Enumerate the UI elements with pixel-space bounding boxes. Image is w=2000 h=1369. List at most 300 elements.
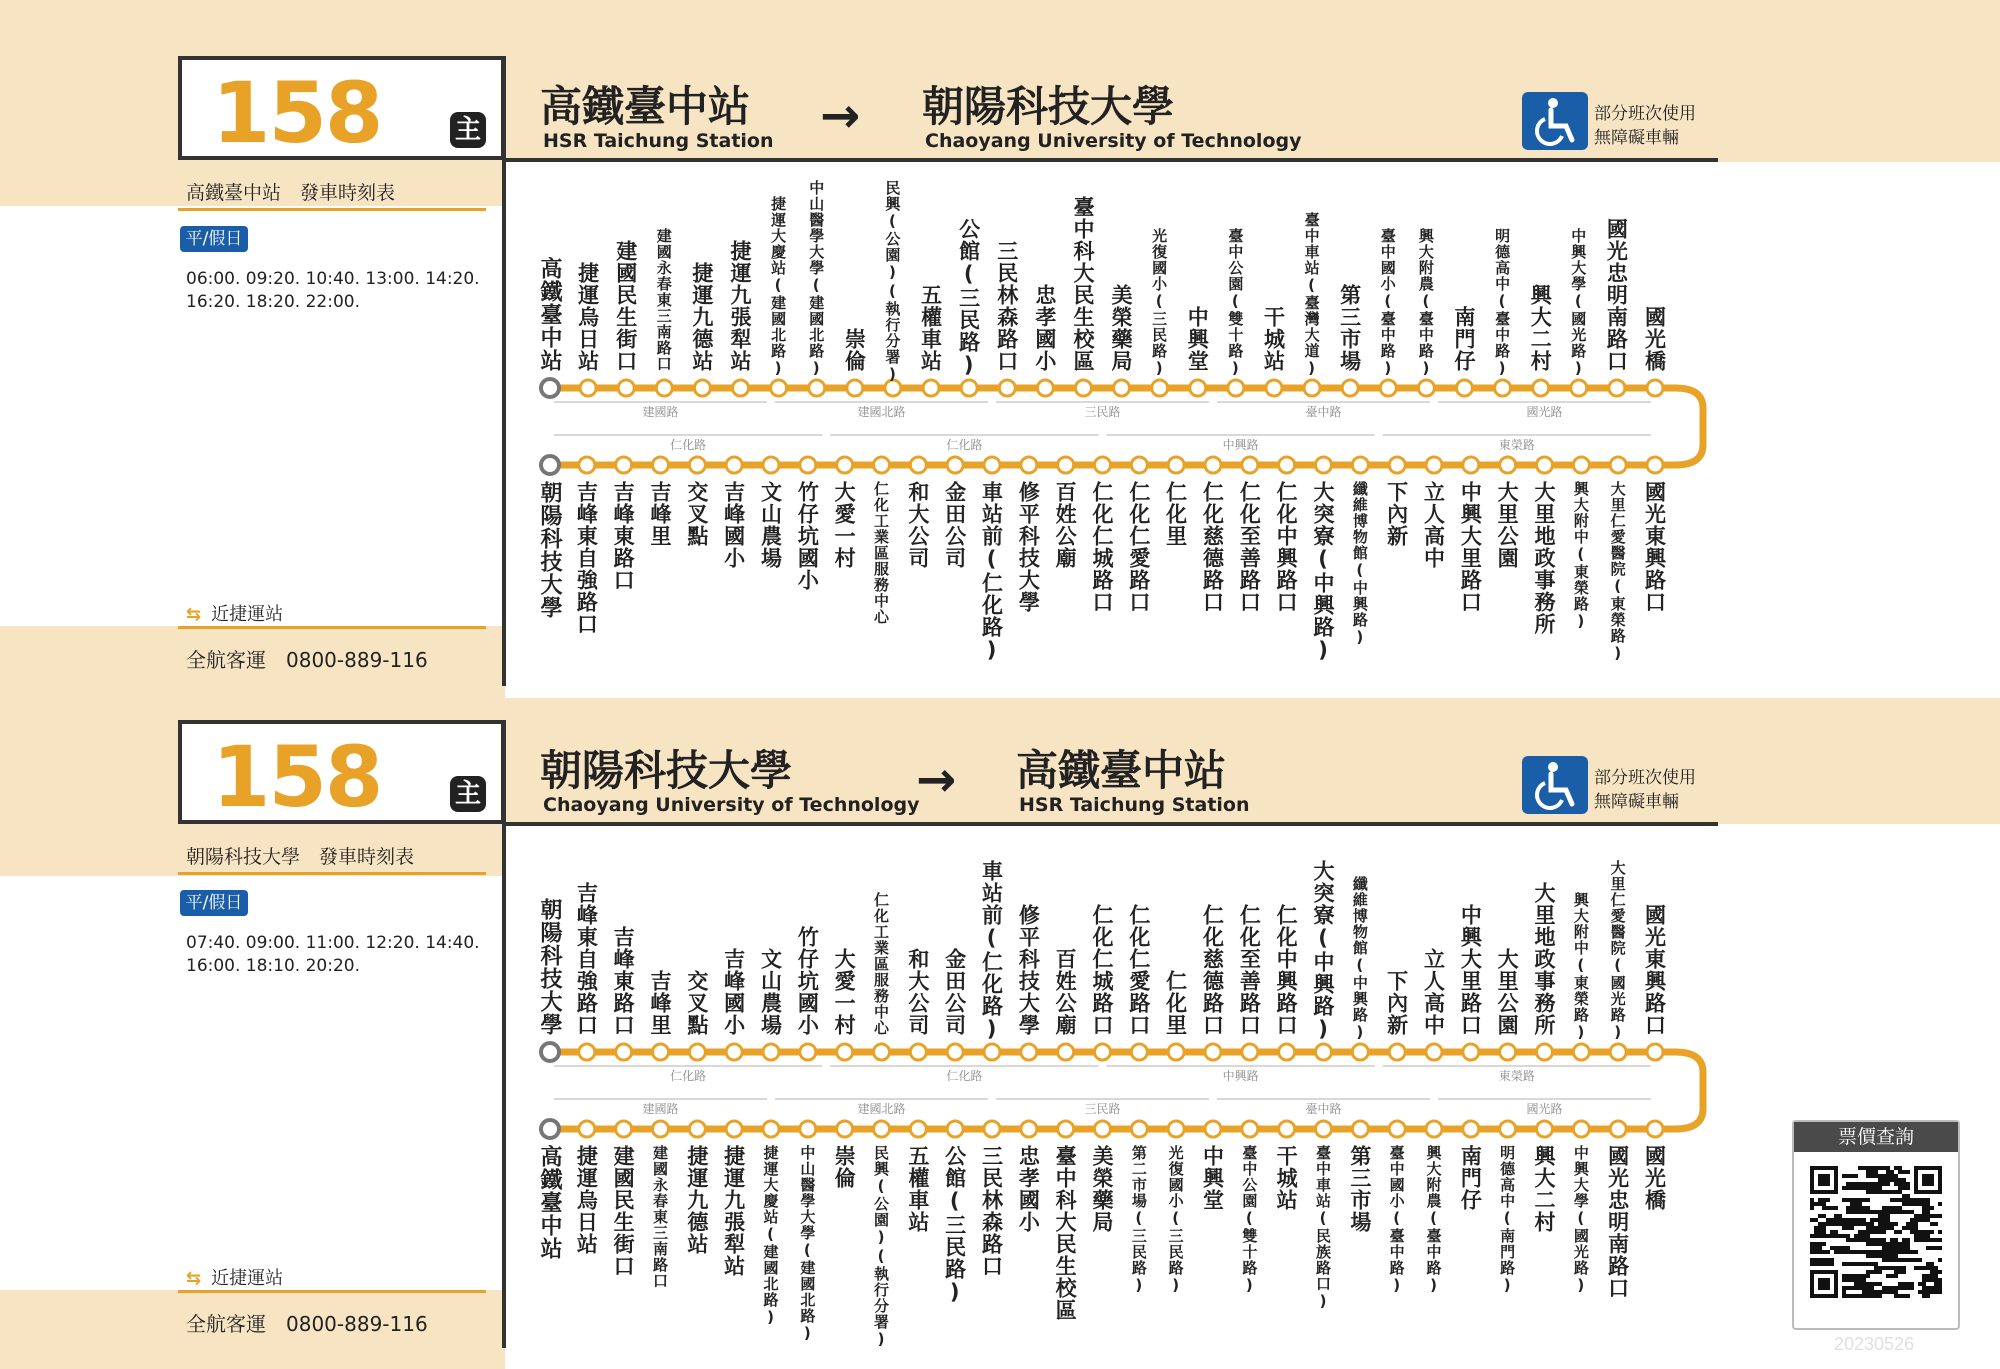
stop-marker[interactable] — [616, 457, 632, 473]
stop-marker[interactable] — [1495, 380, 1511, 396]
stop-label[interactable]: 臺中車站(民族路口) — [1314, 1145, 1332, 1311]
stop-marker[interactable] — [874, 1121, 890, 1137]
stop-marker[interactable] — [689, 457, 705, 473]
stop-label[interactable]: 第三市場 — [1347, 1145, 1372, 1233]
stop-label[interactable]: 明德高中(南門路) — [1498, 1145, 1517, 1295]
stop-marker[interactable] — [763, 1121, 779, 1137]
stop-label[interactable]: 中興堂 — [1185, 306, 1210, 372]
stop-label[interactable]: 纖維博物館(中興路) — [1350, 876, 1369, 1042]
stop-marker[interactable] — [800, 457, 816, 473]
stop-marker[interactable] — [1058, 1121, 1074, 1137]
stop-marker[interactable] — [616, 1044, 632, 1060]
qr-module — [1898, 1258, 1902, 1262]
stop-label[interactable]: 仁化里 — [1163, 481, 1188, 547]
stop-label[interactable]: 仁化至善路口 — [1237, 904, 1262, 1036]
stop-label[interactable]: 大里公園 — [1495, 948, 1520, 1036]
stop-label[interactable]: 南門仔 — [1458, 1145, 1483, 1211]
stop-label[interactable]: 公館(三民路) — [942, 1145, 967, 1305]
stop-label[interactable]: 臺中公園(雙十路) — [1226, 228, 1245, 378]
stop-label[interactable]: 臺中科大民生校區 — [1053, 1145, 1078, 1321]
stop-label[interactable]: 和大公司 — [905, 948, 930, 1036]
stop-label[interactable]: 高鐵臺中站 — [537, 1145, 562, 1260]
stop-label[interactable]: 忠孝國小 — [1032, 284, 1057, 372]
qr-module — [1874, 1218, 1878, 1222]
qr-module — [1866, 1282, 1870, 1286]
qr-module — [1866, 1222, 1870, 1226]
stop-label[interactable]: 國光橋 — [1642, 306, 1667, 372]
stop-marker[interactable] — [1205, 457, 1221, 473]
stop-label[interactable]: 臺中國小(臺中路) — [1387, 1145, 1406, 1295]
stop-marker[interactable] — [689, 1121, 705, 1137]
stop-marker[interactable] — [1021, 457, 1037, 473]
road-label: 中興路 — [1222, 1069, 1259, 1083]
qr-module — [1882, 1254, 1886, 1258]
stop-marker[interactable] — [1610, 457, 1626, 473]
stop-label[interactable]: 第二市場(三民路) — [1129, 1145, 1148, 1295]
qr-module — [1906, 1222, 1910, 1226]
stop-label[interactable]: 建國民生街口 — [613, 240, 638, 372]
qr-module — [1902, 1170, 1906, 1174]
stop-label[interactable]: 立人高中 — [1421, 948, 1446, 1036]
stop-label[interactable]: 仁化至善路口 — [1237, 481, 1262, 613]
stop-marker[interactable] — [1537, 1121, 1553, 1137]
stop-marker[interactable] — [541, 456, 559, 474]
stop-label[interactable]: 吉峰東路口 — [611, 481, 636, 591]
stop-marker[interactable] — [984, 1121, 1000, 1137]
fare-qr-card[interactable] — [1792, 1120, 1960, 1330]
stop-marker[interactable] — [1352, 1044, 1368, 1060]
stop-marker[interactable] — [1095, 1121, 1111, 1137]
stop-label[interactable]: 崇倫 — [842, 328, 867, 372]
qr-module — [1854, 1222, 1858, 1226]
stop-marker[interactable] — [1279, 1121, 1295, 1137]
stop-label[interactable]: 中山醫學大學(建國北路) — [798, 1145, 817, 1343]
qr-module — [1842, 1198, 1846, 1202]
stop-marker[interactable] — [1021, 1121, 1037, 1137]
stop-marker[interactable] — [653, 1044, 669, 1060]
stop-marker[interactable] — [541, 379, 559, 397]
stop-marker[interactable] — [1190, 380, 1206, 396]
qr-module — [1846, 1278, 1850, 1282]
stop-label[interactable]: 金田公司 — [942, 481, 967, 569]
stop-marker[interactable] — [1463, 457, 1479, 473]
stop-marker[interactable] — [1037, 380, 1053, 396]
stop-label[interactable]: 仁化工業區服務中心 — [872, 892, 890, 1036]
stop-label[interactable]: 大里仁愛醫院(國光路) — [1608, 860, 1627, 1042]
stop-marker[interactable] — [961, 380, 977, 396]
qr-module — [1902, 1202, 1906, 1206]
stop-label[interactable]: 三民林森路口 — [994, 240, 1019, 372]
qr-module — [1878, 1166, 1882, 1170]
stop-label[interactable]: 臺中科大民生校區 — [1070, 196, 1095, 372]
qr-module — [1866, 1274, 1870, 1278]
qr-module — [1822, 1234, 1826, 1238]
stop-label[interactable]: 五權車站 — [918, 284, 943, 372]
stop-marker[interactable] — [1242, 1044, 1258, 1060]
stop-marker[interactable] — [1205, 1044, 1221, 1060]
stop-marker[interactable] — [847, 380, 863, 396]
stop-label[interactable]: 臺中公園(雙十路) — [1240, 1145, 1259, 1295]
qr-module — [1854, 1286, 1858, 1290]
stop-marker[interactable] — [1342, 380, 1358, 396]
stop-label[interactable]: 大突寮(中興路) — [1311, 481, 1335, 663]
stop-label[interactable]: 纖維博物館(中興路) — [1350, 481, 1369, 647]
stop-marker[interactable] — [947, 1121, 963, 1137]
stop-label[interactable]: 朝陽科技大學 — [537, 481, 562, 619]
stop-marker[interactable] — [656, 380, 672, 396]
stop-label[interactable]: 文山農場 — [758, 948, 783, 1036]
stop-marker[interactable] — [999, 380, 1015, 396]
stop-marker[interactable] — [1242, 1121, 1258, 1137]
stop-marker[interactable] — [579, 1121, 595, 1137]
stop-label[interactable]: 吉峰里 — [648, 970, 672, 1036]
stop-marker[interactable] — [616, 1121, 632, 1137]
stop-marker[interactable] — [1095, 457, 1111, 473]
stop-marker[interactable] — [1316, 457, 1332, 473]
stop-label[interactable]: 朝陽科技大學 — [537, 898, 562, 1036]
qr-module — [1850, 1262, 1854, 1266]
stop-label[interactable]: 美榮藥局 — [1109, 284, 1134, 372]
stop-label[interactable]: 下內新 — [1384, 970, 1409, 1036]
road-label: 仁化路 — [670, 1069, 707, 1083]
stop-marker[interactable] — [1168, 1121, 1184, 1137]
stop-marker[interactable] — [1610, 1044, 1626, 1060]
qr-module — [1858, 1218, 1862, 1222]
stop-label[interactable]: 大里公園 — [1495, 481, 1520, 569]
stop-label[interactable]: 建國永春東三南路口 — [654, 228, 673, 372]
stop-label[interactable]: 南門仔 — [1451, 306, 1476, 372]
stop-marker[interactable] — [1500, 1121, 1516, 1137]
qr-module — [1894, 1174, 1898, 1178]
stop-label[interactable]: 仁化仁城路口 — [1090, 904, 1114, 1036]
stop-label[interactable]: 建國民生街口 — [611, 1145, 636, 1277]
stop-marker[interactable] — [1316, 1121, 1332, 1137]
stop-label[interactable]: 大突寮(中興路) — [1311, 860, 1335, 1042]
qr-module — [1914, 1258, 1918, 1262]
stop-label[interactable]: 捷運烏日站 — [575, 262, 600, 372]
stop-marker[interactable] — [1609, 380, 1625, 396]
stop-label[interactable]: 公館(三民路) — [956, 218, 981, 378]
stop-marker[interactable] — [837, 1121, 853, 1137]
stop-marker[interactable] — [1266, 380, 1282, 396]
stop-label[interactable]: 國光橋 — [1642, 1145, 1667, 1211]
stop-label[interactable]: 金田公司 — [942, 948, 967, 1036]
qr-module — [1862, 1286, 1866, 1290]
qr-module — [1870, 1294, 1874, 1298]
stop-marker[interactable] — [1352, 1121, 1368, 1137]
stop-label[interactable]: 興大二村 — [1528, 284, 1553, 372]
qr-module — [1878, 1266, 1882, 1270]
road-label: 建國路 — [642, 1102, 679, 1116]
stop-marker[interactable] — [1205, 1121, 1221, 1137]
stop-marker[interactable] — [579, 1044, 595, 1060]
stop-marker[interactable] — [1647, 1044, 1663, 1060]
stop-marker[interactable] — [910, 1121, 926, 1137]
stop-label[interactable]: 光復國小(三民路) — [1166, 1145, 1185, 1295]
stop-label[interactable]: 捷運九德站 — [684, 1145, 709, 1255]
stop-marker[interactable] — [910, 1044, 926, 1060]
stop-marker[interactable] — [1571, 380, 1587, 396]
stop-marker[interactable] — [800, 1044, 816, 1060]
stop-label[interactable]: 捷運九張犁站 — [721, 1145, 746, 1277]
qr-module — [1850, 1202, 1854, 1206]
road-label: 國光路 — [1526, 1102, 1563, 1116]
stop-marker[interactable] — [1610, 1121, 1626, 1137]
stop-marker[interactable] — [1647, 380, 1663, 396]
stop-label[interactable]: 下內新 — [1384, 481, 1409, 547]
qr-module — [1822, 1198, 1826, 1202]
stop-marker[interactable] — [1131, 1121, 1147, 1137]
stop-label[interactable]: 吉峰國小 — [721, 948, 746, 1036]
stop-marker[interactable] — [1456, 380, 1472, 396]
stop-marker[interactable] — [1075, 380, 1091, 396]
stop-marker[interactable] — [733, 380, 749, 396]
stop-marker[interactable] — [1537, 1044, 1553, 1060]
stop-marker[interactable] — [874, 1044, 890, 1060]
stop-marker[interactable] — [1242, 457, 1258, 473]
stop-label[interactable]: 中興大學(國光路) — [1569, 228, 1588, 378]
stop-marker[interactable] — [923, 380, 939, 396]
stop-marker[interactable] — [1647, 457, 1663, 473]
stop-label[interactable]: 吉峰國小 — [721, 481, 746, 569]
stop-marker[interactable] — [1168, 1044, 1184, 1060]
qr-module — [1926, 1238, 1930, 1242]
stop-marker[interactable] — [763, 1044, 779, 1060]
stop-label[interactable]: 興大附農(臺中路) — [1416, 228, 1435, 378]
stop-label[interactable]: 仁化仁愛路口 — [1126, 904, 1151, 1036]
stop-marker[interactable] — [1426, 1044, 1442, 1060]
stop-label[interactable]: 修平科技大學 — [1016, 481, 1041, 613]
stop-label[interactable]: 大里地政事務所 — [1532, 481, 1556, 635]
stop-marker[interactable] — [1426, 457, 1442, 473]
qr-module — [1894, 1238, 1898, 1242]
stop-label[interactable]: 第三市場 — [1337, 284, 1362, 372]
stop-marker[interactable] — [1114, 380, 1130, 396]
stop-label[interactable]: 大里地政事務所 — [1532, 882, 1556, 1036]
stop-label[interactable]: 百姓公廟 — [1053, 481, 1078, 569]
qr-code-icon[interactable] — [1810, 1166, 1942, 1298]
qr-module — [1886, 1190, 1890, 1194]
stop-label[interactable]: 國光東興路口 — [1642, 481, 1667, 613]
qr-module — [1858, 1230, 1862, 1234]
stop-marker[interactable] — [653, 1121, 669, 1137]
stop-marker[interactable] — [1389, 1121, 1405, 1137]
stop-marker[interactable] — [541, 1120, 559, 1138]
stop-label[interactable]: 中興大學(國光路) — [1571, 1145, 1590, 1295]
stop-label[interactable]: 和大公司 — [905, 481, 930, 569]
stop-label[interactable]: 立人高中 — [1421, 481, 1446, 569]
qr-module — [1906, 1250, 1910, 1254]
stop-label[interactable]: 國光忠明南路口 — [1605, 1145, 1630, 1299]
stop-label[interactable]: 中興堂 — [1200, 1145, 1225, 1211]
stop-label[interactable]: 興大附中(東榮路) — [1571, 481, 1590, 631]
stop-marker[interactable] — [618, 380, 634, 396]
stop-label[interactable]: 交叉點 — [684, 481, 709, 547]
qr-module — [1890, 1170, 1894, 1174]
stop-label[interactable]: 竹仔坑國小 — [795, 926, 820, 1036]
stop-label[interactable]: 仁化工業區服務中心 — [872, 481, 890, 625]
stop-label[interactable]: 仁化中興路口 — [1274, 481, 1299, 613]
qr-module — [1910, 1226, 1914, 1230]
stop-label[interactable]: 高鐵臺中站 — [537, 257, 562, 372]
stop-label[interactable]: 仁化慈德路口 — [1200, 904, 1225, 1036]
stop-label[interactable]: 文山農場 — [758, 481, 783, 569]
stop-marker[interactable] — [541, 1043, 559, 1061]
qr-module — [1902, 1266, 1906, 1270]
stop-label[interactable]: 車站前(仁化路) — [979, 481, 1004, 663]
stop-marker[interactable] — [726, 457, 742, 473]
stop-marker[interactable] — [771, 380, 787, 396]
stop-label[interactable]: 捷運大慶站(建國北路) — [761, 1145, 780, 1327]
stop-marker[interactable] — [580, 380, 596, 396]
stop-marker[interactable] — [1279, 1044, 1295, 1060]
stop-label[interactable]: 建國永春東三南路口 — [651, 1145, 669, 1289]
stop-label[interactable]: 干城站 — [1274, 1145, 1299, 1211]
stop-marker[interactable] — [1095, 1044, 1111, 1060]
stop-label[interactable]: 吉峰東路口 — [611, 926, 636, 1036]
stop-label[interactable]: 仁化慈德路口 — [1200, 481, 1225, 613]
stop-label[interactable]: 捷運大慶站(建國北路) — [769, 196, 788, 378]
stop-marker[interactable] — [1389, 457, 1405, 473]
stop-marker[interactable] — [694, 380, 710, 396]
stop-marker[interactable] — [1228, 380, 1244, 396]
stop-label[interactable]: 忠孝國小 — [1016, 1145, 1041, 1233]
qr-module — [1890, 1274, 1894, 1278]
stop-marker[interactable] — [1279, 457, 1295, 473]
stop-marker[interactable] — [984, 457, 1000, 473]
qr-module — [1910, 1218, 1914, 1222]
stop-label[interactable]: 仁化中興路口 — [1274, 904, 1299, 1036]
stop-marker[interactable] — [1573, 1044, 1589, 1060]
stop-label[interactable]: 興大二村 — [1532, 1145, 1556, 1233]
stop-label[interactable]: 中興大里路口 — [1458, 904, 1483, 1036]
qr-module — [1894, 1230, 1898, 1234]
stop-marker[interactable] — [1058, 457, 1074, 473]
stop-marker[interactable] — [579, 457, 595, 473]
stop-marker[interactable] — [1573, 1121, 1589, 1137]
qr-module — [1894, 1210, 1898, 1214]
stop-marker[interactable] — [837, 457, 853, 473]
stop-label[interactable]: 竹仔坑國小 — [795, 481, 820, 591]
stop-marker[interactable] — [1537, 457, 1553, 473]
stop-marker[interactable] — [1380, 380, 1396, 396]
qr-module — [1854, 1186, 1858, 1190]
qr-module — [1918, 1218, 1922, 1222]
stop-marker[interactable] — [809, 380, 825, 396]
qr-module — [1874, 1242, 1878, 1246]
operator-info: 全航客運 0800-889-116 — [186, 1312, 428, 1336]
stop-marker[interactable] — [1500, 457, 1516, 473]
stop-marker[interactable] — [1021, 1044, 1037, 1060]
stop-label[interactable]: 崇倫 — [832, 1145, 857, 1189]
stop-marker[interactable] — [689, 1044, 705, 1060]
stop-marker[interactable] — [726, 1044, 742, 1060]
stop-label[interactable]: 吉峰東自強路口 — [574, 882, 599, 1036]
road-label: 東榮路 — [1498, 1069, 1535, 1083]
stop-label[interactable]: 民興(公園)(執行分署) — [883, 180, 902, 384]
stop-label[interactable]: 百姓公廟 — [1053, 948, 1078, 1036]
stop-label[interactable]: 光復國小(三民路) — [1150, 228, 1169, 378]
stop-label[interactable]: 捷運九德站 — [689, 262, 714, 372]
stop-label[interactable]: 吉峰東自強路口 — [574, 481, 599, 635]
stop-label[interactable]: 中山醫學大學(建國北路) — [807, 180, 826, 378]
stop-label[interactable]: 捷運烏日站 — [574, 1145, 599, 1255]
stop-label[interactable]: 興大附中(東榮路) — [1571, 892, 1590, 1042]
stop-marker[interactable] — [1533, 380, 1549, 396]
stop-label[interactable]: 仁化仁愛路口 — [1126, 481, 1151, 613]
stop-label[interactable]: 仁化仁城路口 — [1090, 481, 1114, 613]
stop-label[interactable]: 國光東興路口 — [1642, 904, 1667, 1036]
stop-marker[interactable] — [653, 457, 669, 473]
stop-label[interactable]: 三民林森路口 — [979, 1145, 1004, 1277]
stop-marker[interactable] — [910, 457, 926, 473]
stop-label[interactable]: 臺中國小(臺中路) — [1378, 228, 1397, 378]
stop-label[interactable]: 大愛一村 — [832, 481, 857, 569]
stop-marker[interactable] — [874, 457, 890, 473]
stop-marker[interactable] — [1152, 380, 1168, 396]
qr-module — [1858, 1282, 1862, 1286]
stop-marker[interactable] — [800, 1121, 816, 1137]
stop-marker[interactable] — [1316, 1044, 1332, 1060]
stop-marker[interactable] — [1131, 457, 1147, 473]
stop-marker[interactable] — [1500, 1044, 1516, 1060]
stop-marker[interactable] — [947, 1044, 963, 1060]
stop-label[interactable]: 修平科技大學 — [1016, 904, 1041, 1036]
stop-marker[interactable] — [1573, 457, 1589, 473]
stop-marker[interactable] — [1131, 1044, 1147, 1060]
stop-label[interactable]: 大里仁愛醫院(東榮路) — [1608, 481, 1627, 663]
stop-marker[interactable] — [1389, 1044, 1405, 1060]
stop-marker[interactable] — [1168, 457, 1184, 473]
direction-arrow: → — [820, 88, 861, 144]
stop-label[interactable]: 車站前(仁化路) — [979, 860, 1004, 1042]
stop-label[interactable]: 臺中車站(臺灣大道) — [1302, 212, 1321, 378]
stop-marker[interactable] — [1647, 1121, 1663, 1137]
stop-marker[interactable] — [763, 457, 779, 473]
stop-marker[interactable] — [837, 1044, 853, 1060]
stop-label[interactable]: 興大附農(臺中路) — [1424, 1145, 1443, 1295]
stop-marker[interactable] — [1058, 1044, 1074, 1060]
qr-module — [1810, 1250, 1814, 1254]
stop-label[interactable]: 明德高中(臺中路) — [1493, 228, 1512, 378]
stop-label[interactable]: 民興(公園)(執行分署) — [872, 1145, 890, 1349]
qr-module — [1874, 1186, 1878, 1190]
stop-marker[interactable] — [1426, 1121, 1442, 1137]
stop-label[interactable]: 美榮藥局 — [1090, 1145, 1114, 1233]
stop-marker[interactable] — [1352, 457, 1368, 473]
stop-marker[interactable] — [1304, 380, 1320, 396]
stop-label[interactable]: 仁化里 — [1163, 970, 1188, 1036]
stop-label[interactable]: 吉峰里 — [648, 481, 672, 547]
road-label: 建國北路 — [857, 405, 906, 419]
stop-marker[interactable] — [726, 1121, 742, 1137]
stop-label[interactable]: 捷運九張犁站 — [728, 240, 753, 372]
qr-module — [1826, 1262, 1830, 1266]
stop-label[interactable]: 中興大里路口 — [1458, 481, 1483, 613]
stop-marker[interactable] — [1418, 380, 1434, 396]
stop-marker[interactable] — [1463, 1044, 1479, 1060]
stop-marker[interactable] — [947, 457, 963, 473]
qr-module — [1922, 1234, 1926, 1238]
stop-label[interactable]: 大愛一村 — [832, 948, 857, 1036]
stop-label[interactable]: 交叉點 — [684, 970, 709, 1036]
stop-label[interactable]: 國光忠明南路口 — [1604, 218, 1629, 372]
qr-module — [1926, 1290, 1930, 1294]
stop-marker[interactable] — [1463, 1121, 1479, 1137]
stop-label[interactable]: 五權車站 — [905, 1145, 930, 1233]
stop-label[interactable]: 干城站 — [1261, 306, 1286, 372]
stop-marker[interactable] — [984, 1044, 1000, 1060]
